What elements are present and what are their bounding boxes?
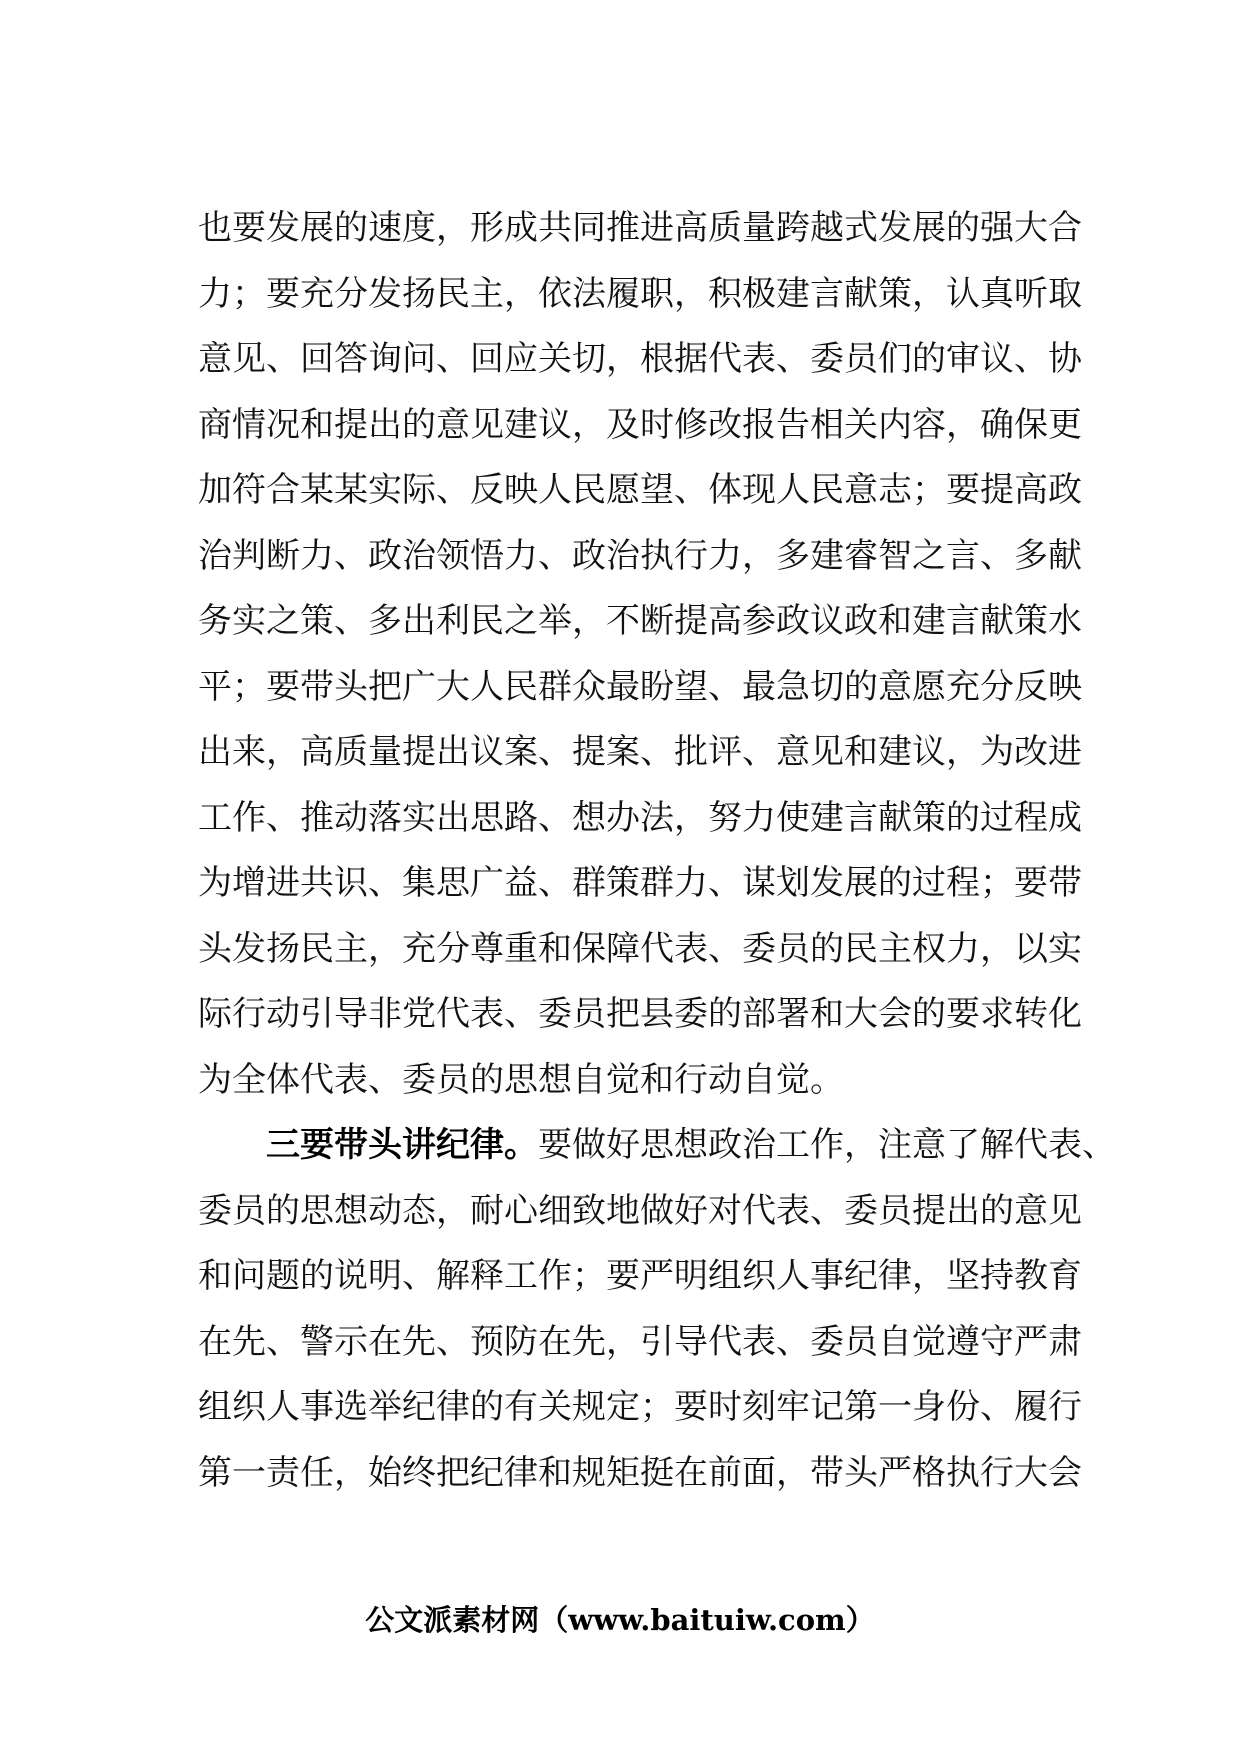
text-line: 治判断力、政治领悟力、政治执行力，多建睿智之言、多献 xyxy=(198,535,1082,576)
paragraph-1 xyxy=(198,196,1082,1113)
text-line: 和问题的说明、解释工作；要严明组织人事纪律，坚持教育 xyxy=(198,1256,1082,1296)
body-text xyxy=(198,196,1116,1506)
text-line: 第一责任，始终把纪律和规矩挺在前面，带头严格执行大会 xyxy=(198,1452,1082,1493)
text-line: 出来，高质量提出议案、提案、批评、意见和建议，为改进 xyxy=(198,732,1082,772)
section-heading: 三要带头讲纪律。 xyxy=(266,1125,538,1165)
text-line: 在先、警示在先、预防在先，引导代表、委员自觉遵守严肃 xyxy=(198,1321,1082,1362)
text-line: 委员的思想动态，耐心细致地做好对代表、委员提出的意见 xyxy=(198,1190,1082,1231)
text-line: 组织人事选举纪律的有关规定；要时刻牢记第一身份、履行 xyxy=(198,1387,1082,1427)
text-line: 工作、推动落实出思路、想办法，努力使建言献策的过程成 xyxy=(198,797,1082,838)
text-line-first xyxy=(198,1113,1116,1179)
paragraph-2 xyxy=(198,1113,1116,1506)
footer-watermark: 公文派素材网（www.baituiw.com） xyxy=(365,1603,875,1637)
text-line: 为全体代表、委员的思想自觉和行动自觉。 xyxy=(198,1059,844,1100)
text-line: 商情况和提出的意见建议，及时修改报告相关内容，确保更 xyxy=(198,404,1082,445)
text-line-rest: 要做好思想政治工作，注意了解代表、 xyxy=(538,1125,1116,1165)
text-line: 际行动引导非党代表、委员把县委的部署和大会的要求转化 xyxy=(198,994,1082,1034)
text-line: 力；要充分发扬民主，依法履职，积极建言献策，认真听取 xyxy=(198,273,1082,314)
text-line: 意见、回答询问、回应关切，根据代表、委员们的审议、协 xyxy=(198,339,1082,379)
text-line: 加符合某某实际、反映人民愿望、体现人民意志；要提高政 xyxy=(198,470,1082,510)
text-line: 也要发展的速度，形成共同推进高质量跨越式发展的强大合 xyxy=(198,208,1082,248)
text-line: 头发扬民主，充分尊重和保障代表、委员的民主权力，以实 xyxy=(198,928,1082,969)
text-line: 务实之策、多出利民之举，不断提高参政议政和建言献策水 xyxy=(198,601,1082,641)
text-line: 平；要带头把广大人民群众最盼望、最急切的意愿充分反映 xyxy=(198,666,1082,707)
text-line: 为增进共识、集思广益、群策群力、谋划发展的过程；要带 xyxy=(198,863,1082,903)
